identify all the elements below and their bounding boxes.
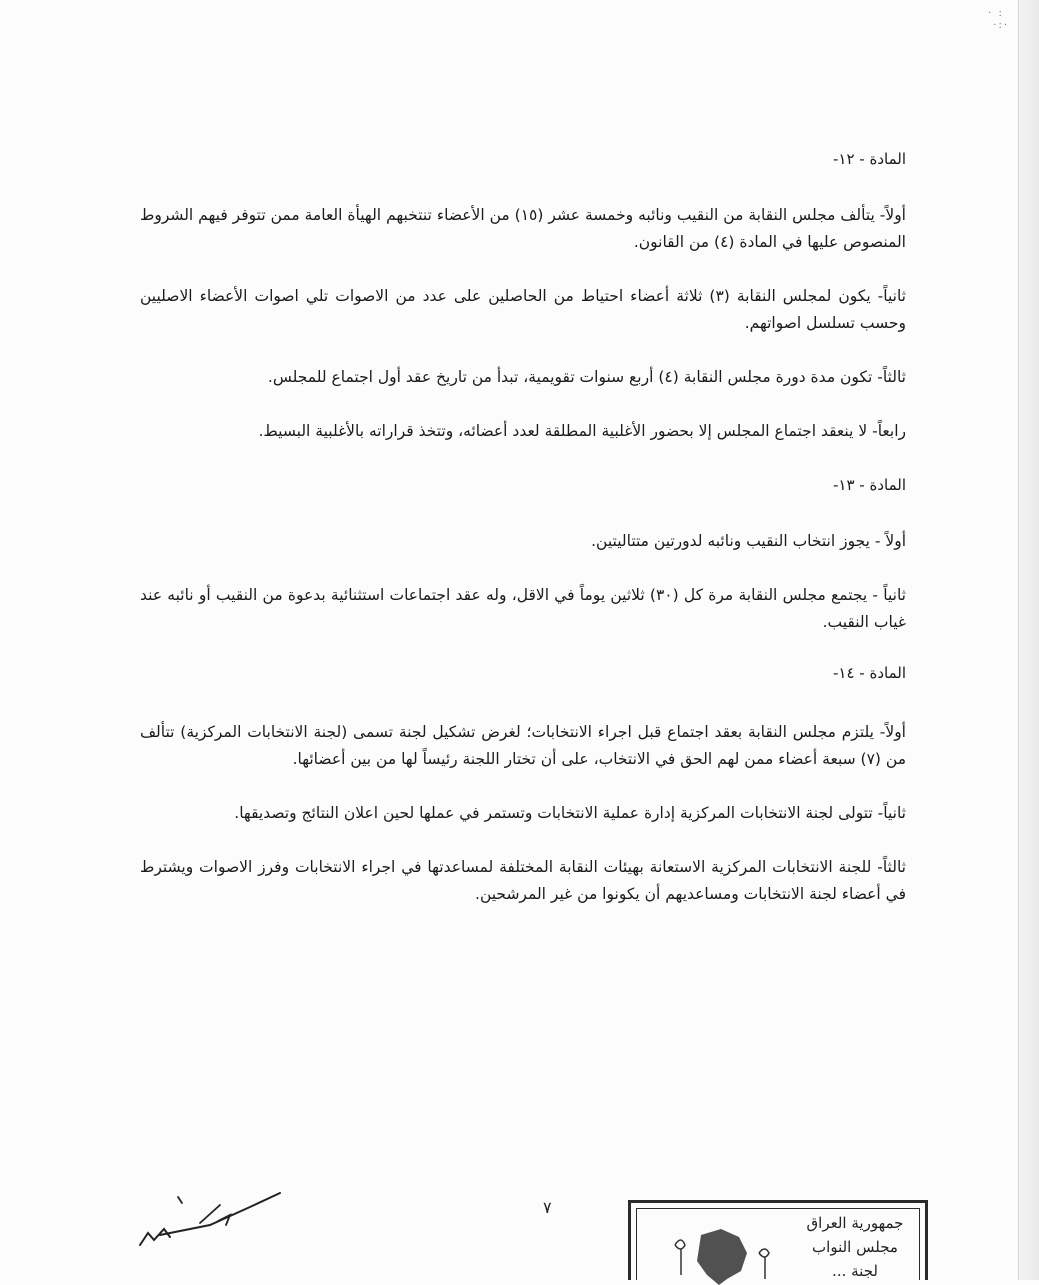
- article-heading: المادة - ١٣-: [832, 476, 906, 494]
- page-number: ٧: [543, 1198, 552, 1217]
- article-heading: المادة - ١٤-: [832, 664, 906, 682]
- handwritten-signature: [130, 1185, 290, 1255]
- article-paragraph: ثالثاً- تكون مدة دورة مجلس النقابة (٤) أربع سنوات تقويمية، تبدأ من تاريخ عقد أول اجتماع للمجلس.: [267, 368, 906, 386]
- iraq-map-emblem-icon: [661, 1215, 781, 1285]
- article-paragraph: أولاً- يلتزم مجلس النقابة بعقد اجتماع قبل اجراء الانتخابات؛ لغرض تشكيل لجنة تسمى (لجنة الانتخابات المركزية) تتألف من (٧) سبعة أعضاء ممن لهم الحق في الانتخاب، على أن تختار اللجنة رئيساً لها من بين أعضائها.: [140, 723, 906, 768]
- article-paragraph: ثانياً - يجتمع مجلس النقابة مرة كل (٣٠) ثلاثين يوماً في الاقل، وله عقد اجتماعات استثنائية بدعوة من النقيب أو نائبه عند غياب النقيب.: [140, 586, 906, 631]
- article-paragraph: ثانياً- تتولى لجنة الانتخابات المركزية إدارة عملية الانتخابات وتستمر في عملها لحين اعلان النتائج وتصديقها.: [234, 804, 906, 822]
- article-14: [140, 660, 906, 908]
- seal-line: لجنة ...: [832, 1262, 878, 1280]
- seal-text: [795, 1211, 915, 1283]
- article-paragraph: رابعاً- لا ينعقد اجتماع المجلس إلا بحضور الأغلبية المطلقة لعدد أعضائه، وتتخذ قراراته بالأغلبية البسيط.: [258, 422, 906, 440]
- article-paragraph: أولاً- يتألف مجلس النقابة من النقيب ونائبه وخمسة عشر (١٥) من الأعضاء تنتخبهم الهيأة العامة ممن تتوفر فيهم الشروط المنصوص عليها في المادة (٤) من القانون.: [140, 206, 906, 251]
- article-13: [140, 472, 906, 636]
- article-heading: المادة - ١٢-: [832, 150, 906, 168]
- seal-line: جمهورية العراق: [806, 1214, 904, 1232]
- scan-specks: · : ·:·: [988, 8, 1009, 31]
- page-edge: [1018, 0, 1039, 1280]
- official-seal: [628, 1200, 928, 1280]
- article-paragraph: أولاً - يجوز انتخاب النقيب ونائبه لدورتين متتاليتين.: [591, 532, 906, 550]
- article-paragraph: ثالثاً- للجنة الانتخابات المركزية الاستعانة بهيئات النقابة المختلفة لمساعدتها في اجراء الانتخابات وفرز الاصوات ويشترط في أعضاء لجنة الانتخابات ومساعديهم أن يكونوا من غير المرشحين.: [140, 858, 906, 903]
- seal-line: مجلس النواب: [812, 1238, 898, 1256]
- document-body: [140, 140, 906, 908]
- article-12: [140, 146, 906, 445]
- article-paragraph: ثانياً- يكون لمجلس النقابة (٣) ثلاثة أعضاء احتياط من الحاصلين على عدد من الاصوات تلي اصوات الأعضاء الاصليين وحسب تسلسل اصواتهم.: [140, 287, 906, 332]
